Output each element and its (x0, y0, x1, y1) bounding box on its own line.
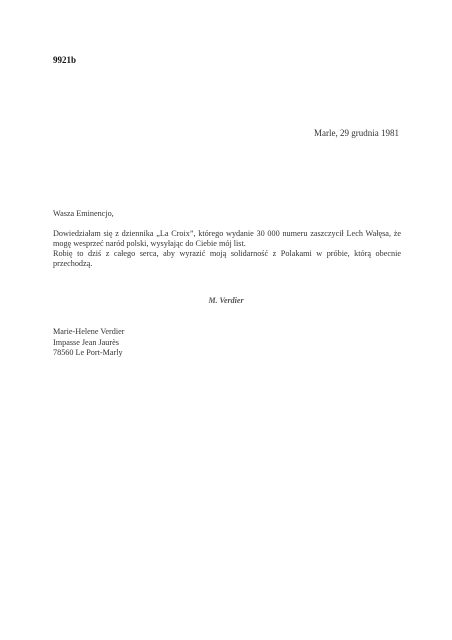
address-name: Marie-Helene Verdier (53, 327, 125, 336)
sender-address (53, 327, 124, 359)
letter-paragraph-2: Robię to dziś z całego serca, aby wyrazić moją solidarność z Polakami w próbie, którą obecnie przechodzą. (53, 249, 401, 268)
signature: M. Verdier (208, 296, 244, 305)
address-street: Impasse Jean Jaurès (53, 337, 119, 347)
salutation: Wasza Eminencjo, (53, 209, 114, 218)
address-city: 78560 Le Port-Marly (53, 348, 123, 357)
letter-date: Marle, 29 grudnia 1981 (314, 128, 399, 138)
letter-body (53, 209, 401, 269)
document-id: 9921b (53, 55, 77, 65)
letter-paragraph-1: Dowiedziałam się z dziennika „La Croix”, którego wydanie 30 000 numeru zaszczycił Lech Wałęsa, że mogę wesprzeć naród polski, wysyłając do Ciebie mój list. (53, 229, 401, 248)
